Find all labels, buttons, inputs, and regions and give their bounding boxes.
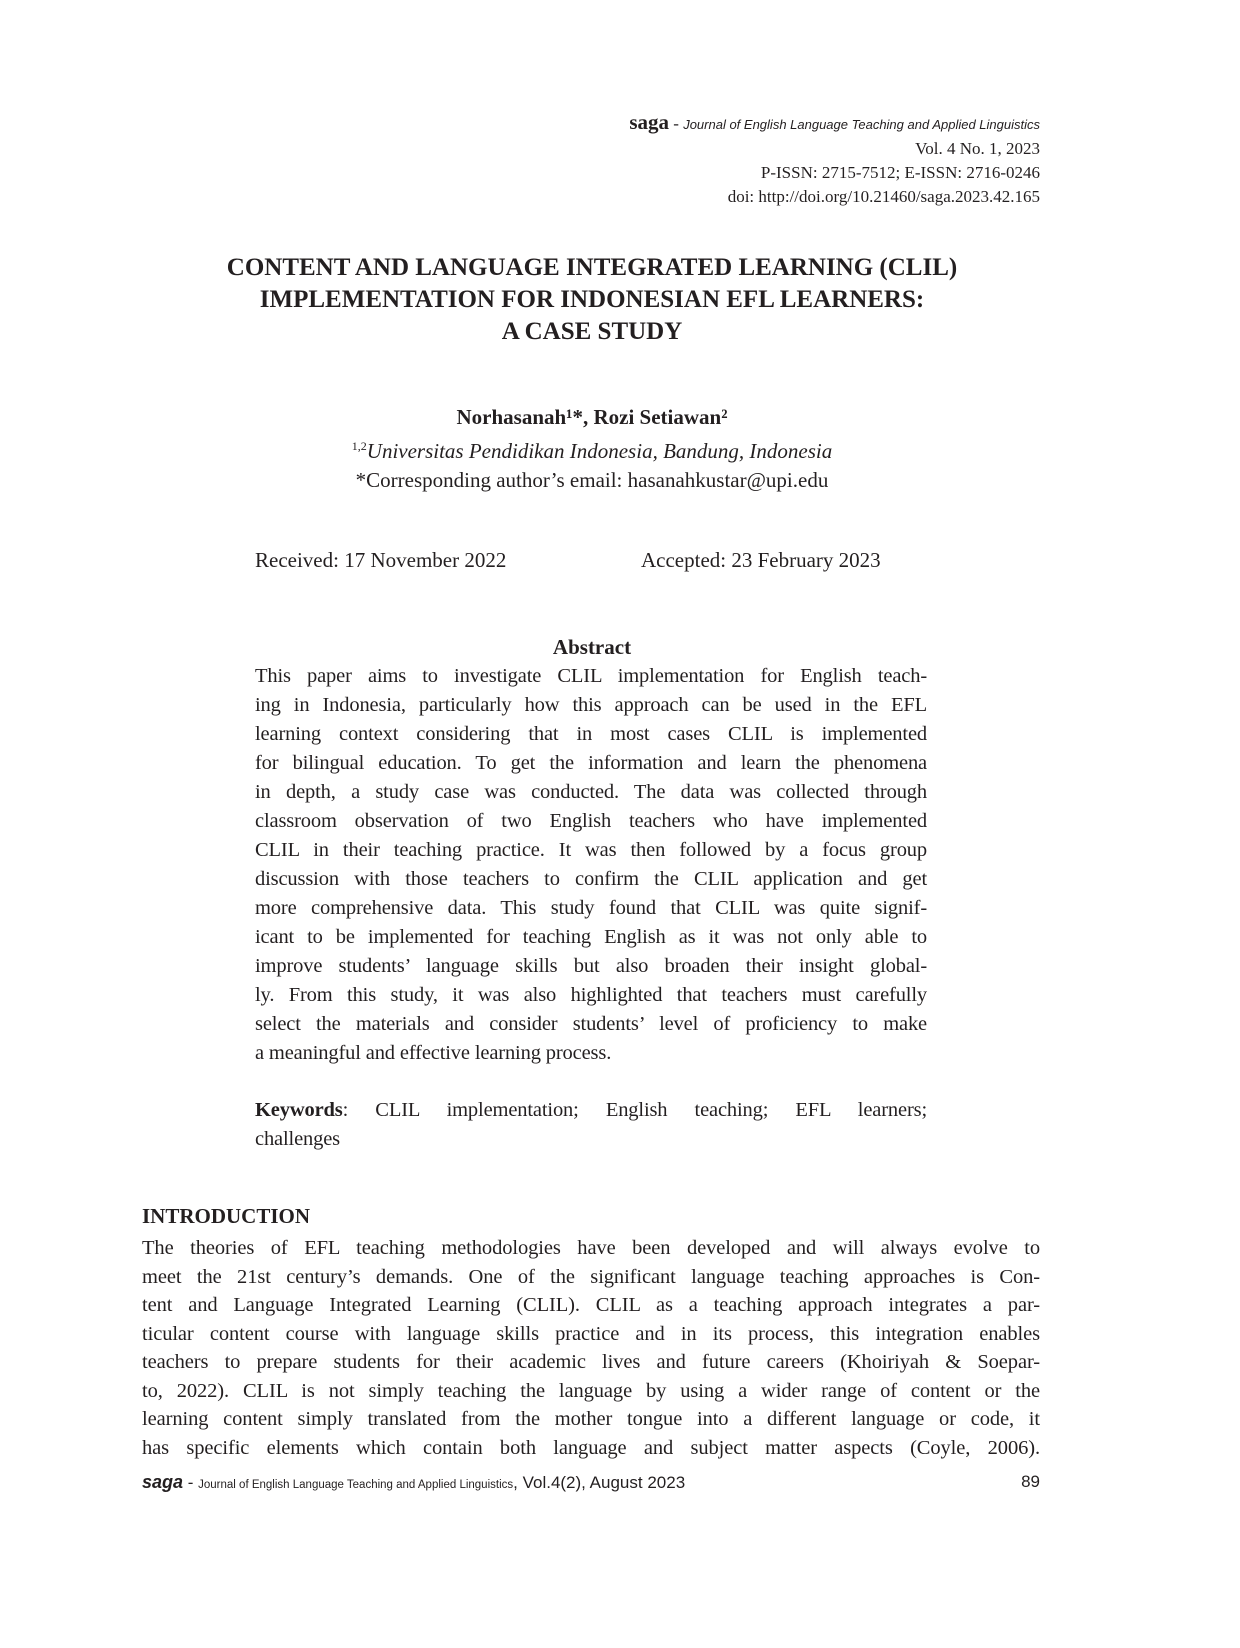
- paper-title: [0, 252, 1184, 348]
- journal-short: saga: [629, 110, 670, 134]
- title-line: IMPLEMENTATION FOR INDONESIAN EFL LEARNERS:: [259, 286, 925, 313]
- abstract-line: discussion with those teachers to confirm the CLIL application and get: [255, 868, 927, 890]
- body-line: tent and Language Integrated Learning (CLIL). CLIL as a teaching approach integrates a par-: [142, 1294, 1040, 1316]
- title-line: CONTENT AND LANGUAGE INTEGRATED LEARNING (CLIL): [226, 254, 958, 281]
- running-footer: saga - Journal of English Language Teaching and Applied Linguistics, Vol.4(2), August 2023 89: [142, 1472, 1040, 1492]
- affiliation-sup: 1,2: [351, 439, 367, 453]
- abstract-line: for bilingual education. To get the information and learn the phenomena: [255, 752, 927, 774]
- abstract-line: improve students’ language skills but also broaden their insight global-: [255, 955, 927, 977]
- abstract-line: select the materials and consider students’ level of proficiency to make: [255, 1013, 927, 1035]
- corresponding-email: *Corresponding author’s email: hasanahkustar@upi.edu: [355, 468, 829, 492]
- keywords-line: [255, 1096, 927, 1125]
- journal-full: Journal of English Language Teaching and Applied Linguistics: [683, 117, 1040, 132]
- body-line: teachers to prepare students for their academic lives and future careers (Khoiriyah & Soepar-: [142, 1351, 1040, 1373]
- abstract-heading: Abstract: [552, 635, 632, 659]
- body-line: has specific elements which contain both language and subject matter aspects (Coyle, 2006).: [142, 1436, 1040, 1459]
- introduction-body: [142, 1234, 1040, 1462]
- abstract-body: [255, 662, 927, 1154]
- abstract-line: more comprehensive data. This study found that CLIL was quite signif-: [255, 897, 927, 919]
- body-line: meet the 21st century’s demands. One of the significant language teaching approaches is Con-: [142, 1265, 1040, 1288]
- keywords-line-2: challenges: [255, 1128, 341, 1150]
- abstract-line: in depth, a study case was conducted. The data was collected through: [255, 781, 927, 803]
- issn: P-ISSN: 2715-7512; E-ISSN: 2716-0246: [760, 163, 1040, 182]
- keywords-label: Keywords: [255, 1099, 343, 1121]
- body-line: ticular content course with language skills practice and in its process, this integration enables: [142, 1322, 1040, 1345]
- keywords-text: : CLIL implementation; English teaching; EFL learners;: [342, 1099, 927, 1121]
- page-number: 89: [1021, 1472, 1040, 1491]
- volume: Vol. 4 No. 1, 2023: [915, 139, 1040, 158]
- abstract-line: This paper aims to investigate CLIL implementation for English teach-: [255, 665, 927, 687]
- affiliation: Universitas Pendidikan Indonesia, Bandung, Indonesia: [366, 439, 833, 463]
- author-names: Norhasanah¹*, Rozi Setiawan²: [456, 405, 728, 429]
- abstract-line: learning context considering that in most cases CLIL is implemented: [255, 723, 927, 745]
- abstract-line: icant to be implemented for teaching English as it was not only able to: [255, 926, 927, 948]
- accepted-date: Accepted: 23 February 2023: [641, 548, 881, 572]
- footer-journal-full: Journal of English Language Teaching and Applied Linguistics: [198, 1479, 514, 1491]
- abstract-line: ly. From this study, it was also highlighted that teachers must carefully: [255, 984, 927, 1006]
- abstract-line: classroom observation of two English teachers who have implemented: [255, 810, 927, 832]
- footer-issue: , Vol.4(2), August 2023: [513, 1473, 686, 1492]
- abstract-line: ing in Indonesia, particularly how this approach can be used in the EFL: [255, 694, 927, 716]
- abstract-line: CLIL in their teaching practice. It was then followed by a focus group: [255, 839, 927, 861]
- running-header: saga - Journal of English Language Teaching and Applied Linguistics Vol. 4 No. 1, 2023 P-ISSN: 2715-7512; E-ISSN: 2716-0246 doi: http://doi.org/10.21460/saga.2023.42.165: [629, 110, 1040, 209]
- body-line: to, 2022). CLIL is not simply teaching the language by using a wider range of content or the: [142, 1379, 1040, 1402]
- author-block: [0, 403, 1184, 495]
- received-date: Received: 17 November 2022: [255, 548, 507, 572]
- abstract-line: a meaningful and effective learning process.: [255, 1042, 612, 1064]
- introduction-heading: INTRODUCTION: [142, 1204, 311, 1228]
- doi-link[interactable]: doi: http://doi.org/10.21460/saga.2023.42.165: [727, 187, 1040, 206]
- body-line: The theories of EFL teaching methodologies have been developed and will always evolve to: [142, 1237, 1040, 1259]
- body-line: learning content simply translated from the mother tongue into a different language or code, it: [142, 1408, 1040, 1430]
- title-line: A CASE STUDY: [501, 318, 683, 345]
- footer-journal-short: saga: [142, 1472, 184, 1492]
